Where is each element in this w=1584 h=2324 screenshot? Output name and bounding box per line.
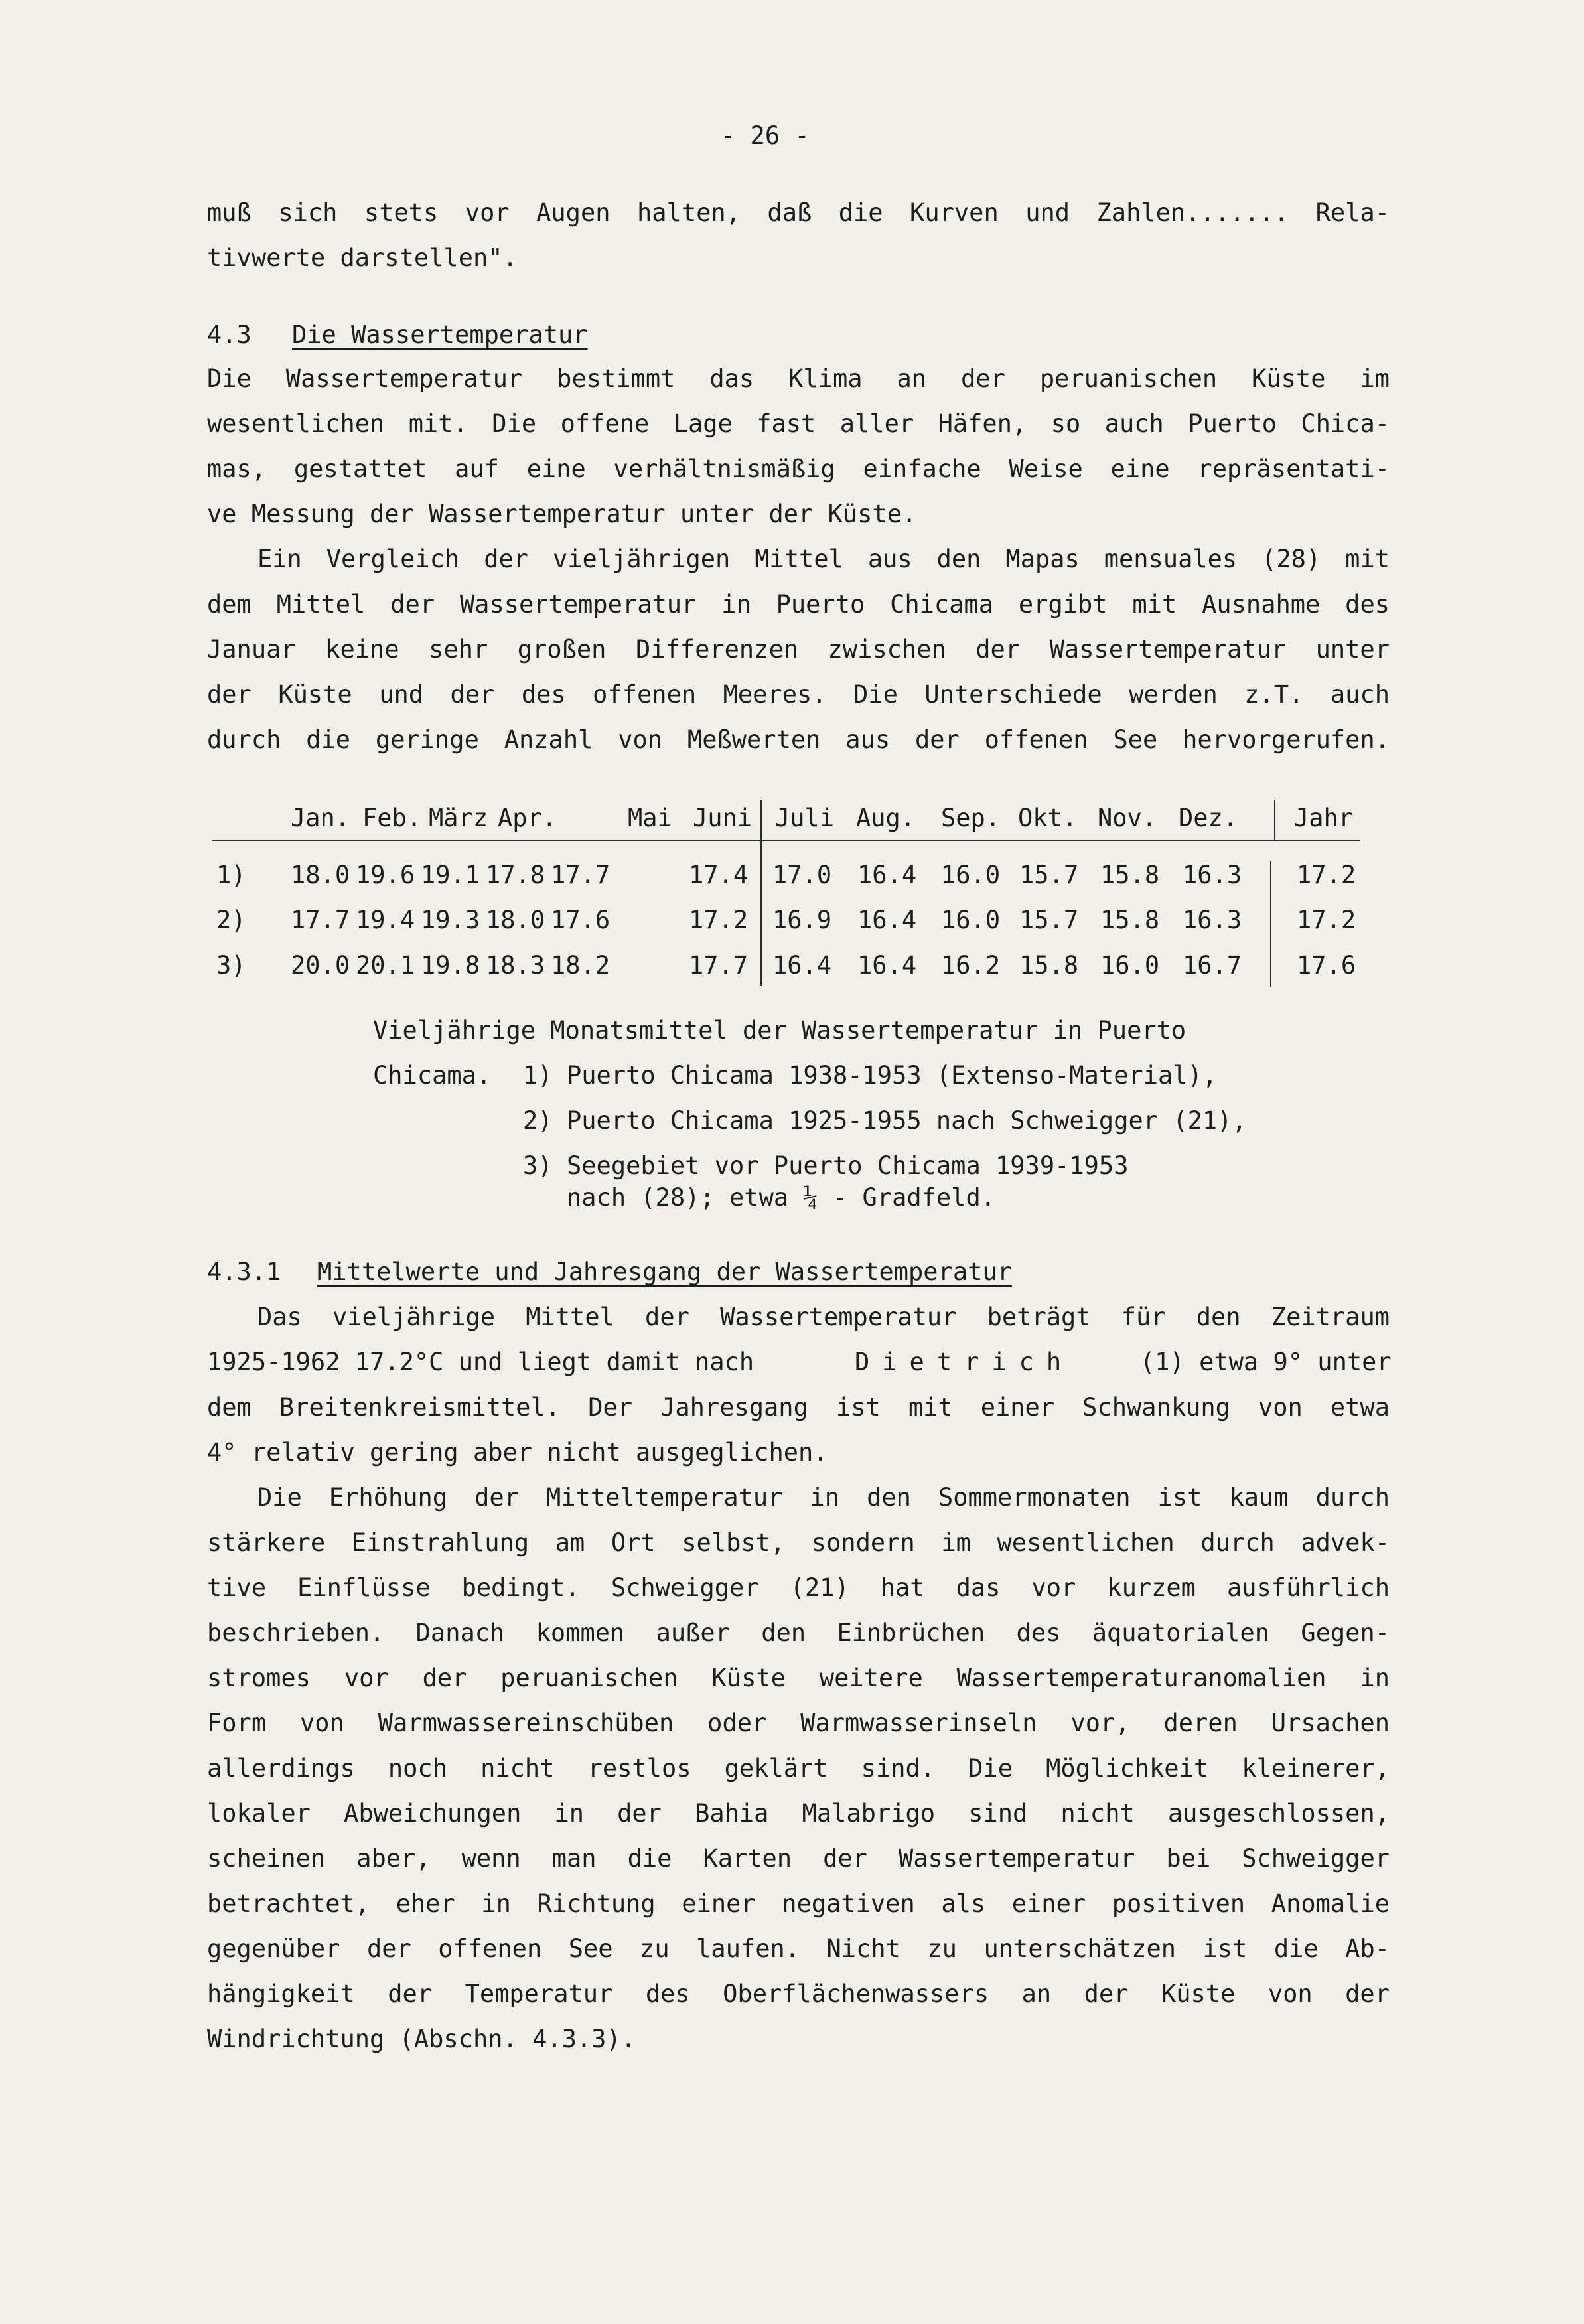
page-number: - 26 - bbox=[721, 121, 810, 150]
table-cell: 18.2 bbox=[551, 951, 611, 980]
column-header: Sep. bbox=[941, 804, 1001, 832]
table-cell: 16.0 bbox=[941, 906, 1001, 934]
table-cell: 16.3 bbox=[1183, 906, 1242, 934]
caption-item-text: Puerto Chicama 1938-1953 (Extenso-Material), bbox=[567, 1061, 1218, 1090]
text-line: Das vieljährige Mittel der Wassertemperatur beträgt für den Zeitraum bbox=[257, 1303, 1390, 1331]
column-header: Mai bbox=[628, 804, 672, 832]
table-cell: 17.0 bbox=[772, 861, 832, 889]
caption-line: Vieljährige Monatsmittel der Wassertemperatur in Puerto bbox=[373, 1016, 1187, 1045]
table-cell: 19.4 bbox=[356, 906, 415, 934]
text-line: der Küste und der des offenen Meeres. Die Unterschiede werden z.T. auch bbox=[207, 680, 1390, 709]
caption-item-number: 3) bbox=[523, 1151, 553, 1180]
text-line: stärkere Einstrahlung am Ort selbst, sondern im wesentlichen durch advek- bbox=[207, 1528, 1390, 1557]
row-label: 3) bbox=[216, 951, 246, 980]
author-name-spaced: Dietrich bbox=[855, 1348, 1074, 1376]
text-line: Januar keine sehr großen Differenzen zwischen der Wassertemperatur unter bbox=[207, 635, 1390, 664]
table-cell: 16.3 bbox=[1183, 861, 1242, 889]
table-cell: 17.7 bbox=[551, 861, 611, 889]
table-cell: 16.4 bbox=[772, 951, 832, 980]
table-cell: 18.0 bbox=[486, 906, 545, 934]
column-header: Dez. bbox=[1179, 804, 1238, 832]
table-rule bbox=[212, 840, 1360, 841]
column-header: Jan. bbox=[291, 804, 350, 832]
caption-line: Chicama. bbox=[373, 1061, 492, 1090]
section-title: Die Wassertemperatur bbox=[292, 321, 588, 349]
column-header: Okt. bbox=[1018, 804, 1078, 832]
row-label: 2) bbox=[216, 906, 246, 934]
column-header: Juni bbox=[693, 804, 753, 832]
column-header: Nov. bbox=[1098, 804, 1157, 832]
table-cell: 17.8 bbox=[486, 861, 545, 889]
text-line: tive Einflüsse bedingt. Schweigger (21) hat das vor kurzem ausführlich bbox=[207, 1573, 1390, 1602]
table-cell: 17.6 bbox=[551, 906, 611, 934]
column-header: Apr. bbox=[498, 804, 557, 832]
table-cell: 16.0 bbox=[1100, 951, 1160, 980]
text-line: ve Messung der Wassertemperatur unter der Küste. bbox=[207, 500, 917, 528]
table-cell-year: 17.2 bbox=[1297, 861, 1356, 889]
text-line: 1925-1962 17.2°C und liegt damit nach bbox=[207, 1348, 755, 1376]
text-line: beschrieben. Danach kommen außer den Einbrüchen des äquatorialen Gegen- bbox=[207, 1619, 1390, 1647]
text-line: muß sich stets vor Augen halten, daß die Kurven und Zahlen....... Rela- bbox=[207, 198, 1390, 227]
caption-item-number: 1) bbox=[523, 1061, 553, 1090]
caption-item-text: Puerto Chicama 1925-1955 nach Schweigger (21), bbox=[567, 1106, 1247, 1135]
column-header: Juli bbox=[775, 804, 835, 832]
table-cell: 15.8 bbox=[1019, 951, 1079, 980]
table-divider bbox=[1274, 800, 1275, 841]
table-divider bbox=[1270, 861, 1271, 987]
text-line: betrachtet, eher in Richtung einer negativen als einer positiven Anomalie bbox=[207, 1889, 1390, 1918]
row-label: 1) bbox=[216, 861, 246, 889]
table-cell: 19.6 bbox=[356, 861, 415, 889]
table-cell: 16.4 bbox=[857, 906, 917, 934]
text-line: scheinen aber, wenn man die Karten der Wassertemperatur bei Schweigger bbox=[207, 1844, 1390, 1873]
table-cell: 17.7 bbox=[291, 906, 350, 934]
table-cell: 19.1 bbox=[421, 861, 480, 889]
text-line: allerdings noch nicht restlos geklärt sind. Die Möglichkeit kleinerer, bbox=[207, 1754, 1390, 1782]
section-title: Mittelwerte und Jahresgang der Wassertemperatur bbox=[317, 1258, 1012, 1286]
table-divider bbox=[760, 800, 762, 986]
text-line: Die Erhöhung der Mitteltemperatur in den Sommermonaten ist kaum durch bbox=[257, 1483, 1390, 1512]
text-line: lokaler Abweichungen in der Bahia Malabrigo sind nicht ausgeschlossen, bbox=[207, 1799, 1390, 1828]
column-header: Jahr bbox=[1294, 804, 1354, 832]
table-cell: 15.7 bbox=[1019, 906, 1079, 934]
table-cell: 16.9 bbox=[772, 906, 832, 934]
text-line: gegenüber der offenen See zu laufen. Nicht zu unterschätzen ist die Ab- bbox=[207, 1934, 1390, 1963]
table-cell: 16.0 bbox=[941, 861, 1001, 889]
table-cell: 17.7 bbox=[689, 951, 749, 980]
text-line: dem Mittel der Wassertemperatur in Puerto Chicama ergibt mit Ausnahme des bbox=[207, 590, 1390, 618]
section-number: 4.3.1 bbox=[207, 1258, 281, 1286]
text-line: Ein Vergleich der vieljährigen Mittel aus den Mapas mensuales (28) mit bbox=[257, 545, 1390, 573]
table-cell: 15.8 bbox=[1100, 861, 1160, 889]
text-line: Windrichtung (Abschn. 4.3.3). bbox=[207, 2025, 636, 2053]
table-cell: 19.8 bbox=[421, 951, 480, 980]
table-cell: 16.4 bbox=[857, 951, 917, 980]
table-cell: 16.2 bbox=[941, 951, 1001, 980]
text-line: hängigkeit der Temperatur des Oberflächenwassers an der Küste von der bbox=[207, 1980, 1390, 2008]
text-line: Form von Warmwassereinschüben oder Warmwasserinseln vor, deren Ursachen bbox=[207, 1709, 1390, 1737]
table-cell: 20.1 bbox=[356, 951, 415, 980]
caption-item-number: 2) bbox=[523, 1106, 553, 1135]
table-cell: 17.4 bbox=[689, 861, 749, 889]
table-cell: 16.7 bbox=[1183, 951, 1242, 980]
text-line: stromes vor der peruanischen Küste weitere Wassertemperaturanomalien in bbox=[207, 1664, 1390, 1692]
text-line: 4° relativ gering aber nicht ausgeglichen. bbox=[207, 1438, 828, 1467]
text-line: wesentlichen mit. Die offene Lage fast aller Häfen, so auch Puerto Chica- bbox=[207, 409, 1390, 438]
text-line: (1) etwa 9° unter bbox=[1140, 1348, 1392, 1376]
table-cell: 19.3 bbox=[421, 906, 480, 934]
table-cell: 18.3 bbox=[486, 951, 545, 980]
text-line: durch die geringe Anzahl von Meßwerten aus der offenen See hervorgerufen. bbox=[207, 725, 1390, 754]
table-cell: 20.0 bbox=[291, 951, 350, 980]
table-cell: 15.7 bbox=[1019, 861, 1079, 889]
caption-item-text: Seegebiet vor Puerto Chicama 1939-1953 bbox=[567, 1151, 1129, 1180]
table-cell: 16.4 bbox=[857, 861, 917, 889]
caption-item-text: nach (28); etwa ¼ - Gradfeld. bbox=[567, 1183, 996, 1212]
text-line: Die Wassertemperatur bestimmt das Klima an der peruanischen Küste im bbox=[207, 364, 1390, 393]
text-line: mas, gestattet auf eine verhältnismäßig einfache Weise eine repräsentati- bbox=[207, 455, 1390, 483]
section-number: 4.3 bbox=[207, 321, 252, 349]
table-cell: 18.0 bbox=[291, 861, 350, 889]
column-header: Feb. bbox=[362, 804, 422, 832]
table-cell: 17.2 bbox=[689, 906, 749, 934]
table-cell-year: 17.2 bbox=[1297, 906, 1356, 934]
table-cell: 15.8 bbox=[1100, 906, 1160, 934]
text-line: dem Breitenkreismittel. Der Jahresgang ist mit einer Schwankung von etwa bbox=[207, 1393, 1390, 1421]
column-header: Aug. bbox=[856, 804, 916, 832]
text-line: tivwerte darstellen". bbox=[207, 244, 518, 272]
column-header: März bbox=[429, 804, 488, 832]
table-cell-year: 17.6 bbox=[1297, 951, 1356, 980]
